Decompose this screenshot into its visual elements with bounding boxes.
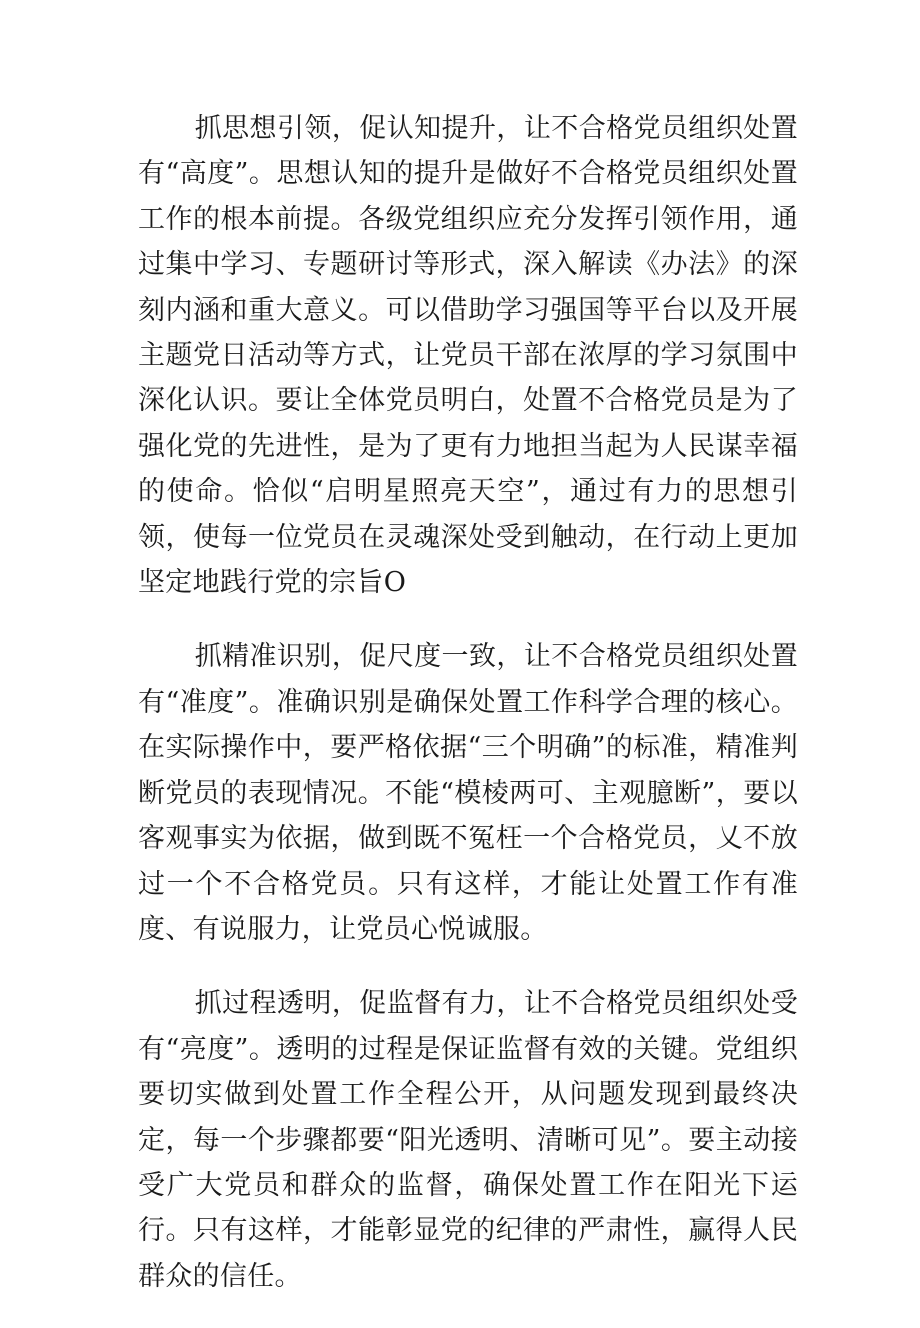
- document-body: [138, 106, 798, 1328]
- paragraph-thought-guidance: 抓思想引领，促认知提升，让不合格党员组织处置有“高度”。思想认知的提升是做好不合格党员组织处置工作的根本前提。各级党组织应充分发挥引领作用，通过集中学习、专题研讨等形式，深入解读《办法》的深刻内涵和重大意义。可以借助学习强国等平台以及开展主题党日活动等方式，让党员干部在浓厚的学习氛围中深化认识。要让全体党员明白，处置不合格党员是为了强化党的先进性，是为了更有力地担当起为人民谋幸福的使命。恰似“启明星照亮天空”，通过有力的思想引领，使每一位党员在灵魂深处受到触动，在行动上更加坚定地践行党的宗旨O: [138, 113, 798, 599]
- paragraph-process-transparency: 抓过程透明，促监督有力，让不合格党员组织处受有“亮度”。透明的过程是保证监督有效的关键。党组织要切实做到处置工作全程公开，从问题发现到最终决定，每一个步骤都要“阳光透明、清晰可见”。要主动接受广大党员和群众的监督，确保处置工作在阳光下运行。只有这样，才能彰显党的纪律的严肃性，赢得人民群众的信任。: [138, 988, 798, 1292]
- paragraph-precise-identification: 抓精准识别，促尺度一致，让不合格党员组织处置有“准度”。准确识别是确保处置工作科学合理的核心。在实际操作中，要严格依据“三个明确”的标准，精准判断党员的表现情况。不能“模棱两可、主观臆断”，要以客观事实为依据，做到既不冤枉一个合格党员，乂不放过一个不合格党员。只有这样，才能让处置工作有准度、有说服力，让党员心悦诚服。: [138, 641, 798, 945]
